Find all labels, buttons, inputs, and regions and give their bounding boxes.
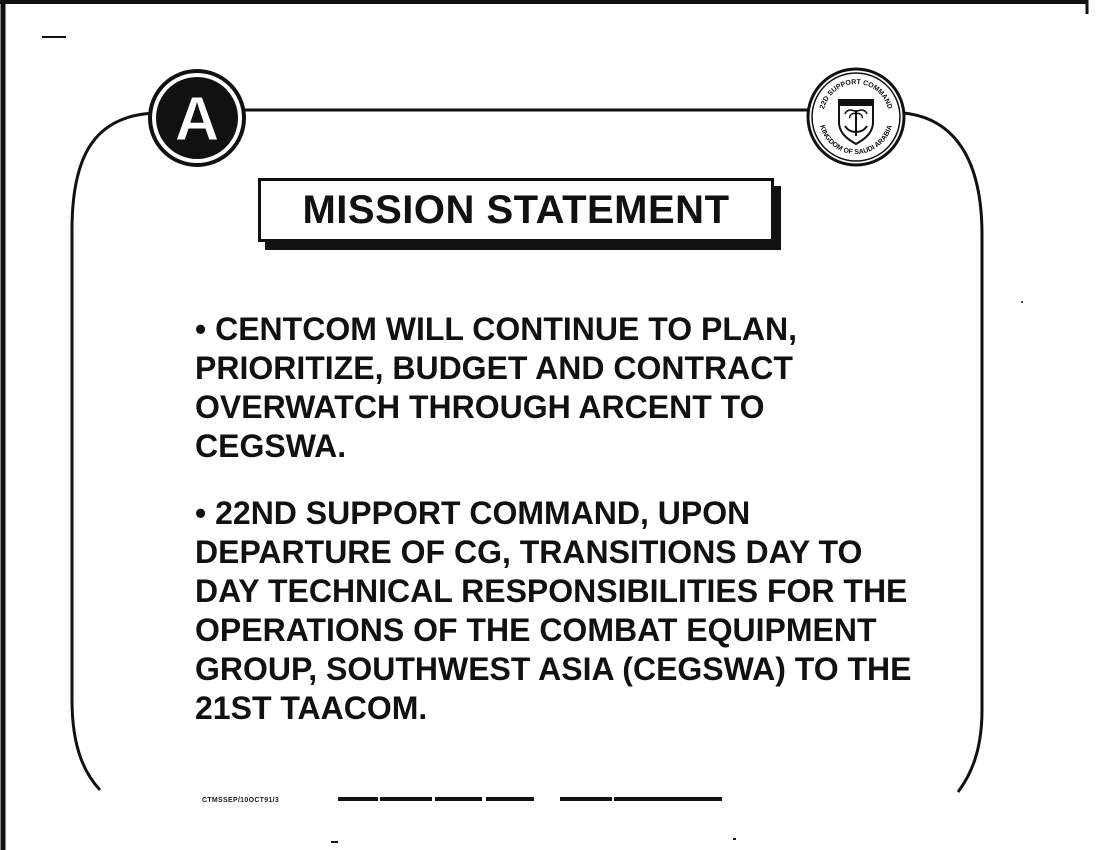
logo-letter: A <box>174 85 220 154</box>
seal-text-bottom: KINGDOM OF SAUDI ARABIA <box>818 124 894 157</box>
slide-title: MISSION STATEMENT <box>302 187 730 232</box>
bullet-text: CENTCOM WILL CONTINUE TO PLAN, PRIORITIZE, BUDGET AND CONTRACT OVERWATCH THROUGH ARCENT TO CEGSWA. <box>195 311 797 464</box>
scan-speck <box>1021 301 1023 303</box>
bullet-marker: • <box>195 311 207 347</box>
support-command-seal-icon <box>805 66 907 168</box>
bullet-marker: • <box>195 495 207 531</box>
title-box <box>258 178 774 242</box>
slide-outline-left <box>72 113 156 790</box>
bullet-item-1 <box>195 310 915 466</box>
bullet-list <box>195 310 915 756</box>
footer-code: CTMSSEP/10OCT91/3 <box>202 797 280 804</box>
seal-text-top: 22D SUPPORT COMMAND <box>819 78 893 110</box>
bullet-text: 22ND SUPPORT COMMAND, UPON DEPARTURE OF CG, TRANSITIONS DAY TO DAY TECHNICAL RESPONSIBILITIES FOR THE OPERATIONS OF THE COMBAT EQUIPMENT GROUP, SOUTHWEST ASIA (CEGSWA) TO THE 21ST TAACOM. <box>195 495 912 726</box>
bullet-item-2 <box>195 494 915 728</box>
army-a-logo-icon <box>147 68 247 168</box>
